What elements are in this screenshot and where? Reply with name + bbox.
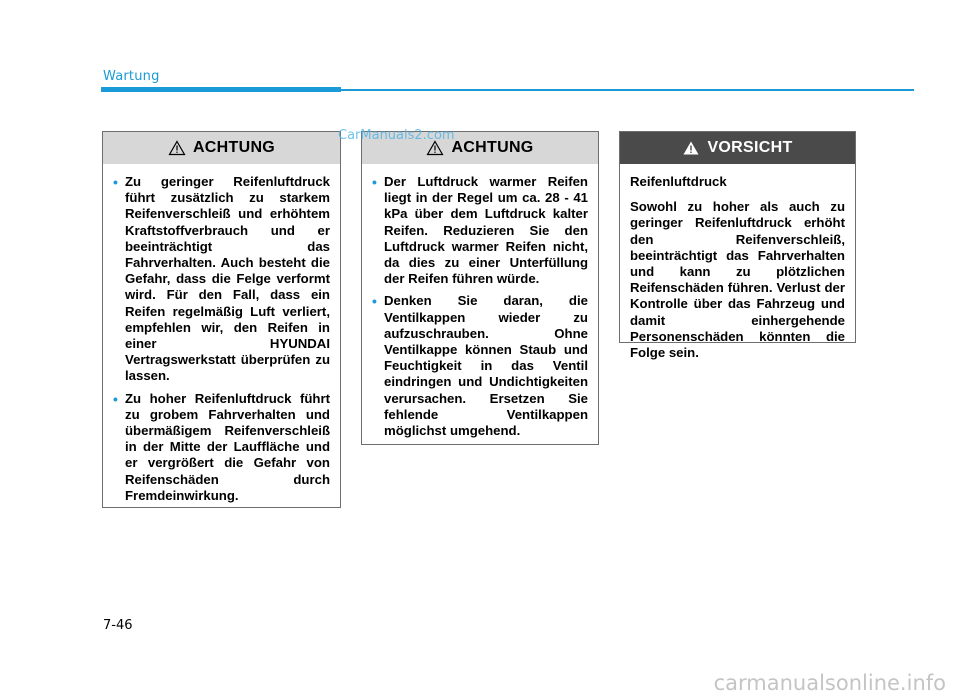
caution-box-2-heading: ACHTUNG bbox=[451, 139, 534, 156]
warning-box-heading: VORSICHT bbox=[707, 139, 793, 156]
footer-url: carmanualsonline.info bbox=[713, 671, 946, 695]
header-rule-thick bbox=[101, 87, 341, 92]
warning-triangle-icon bbox=[168, 140, 186, 156]
caution-box-1-header bbox=[103, 132, 340, 164]
warning-box bbox=[619, 131, 856, 361]
warning-box-title: Reifenluftdruck bbox=[630, 174, 727, 189]
caution-box-1 bbox=[102, 131, 341, 508]
section-label: Wartung bbox=[103, 69, 160, 84]
page-number: 7-46 bbox=[103, 618, 133, 633]
header-rule-thin bbox=[341, 89, 914, 91]
warning-box-body bbox=[620, 164, 855, 369]
watermark: CarManuals2.com bbox=[338, 128, 455, 143]
caution-box-2-body bbox=[362, 164, 598, 453]
list-item: • Zu hoher Reifenluftdruck führt zu grobem Fahrverhalten und übermäßigem Reifenverschleiß in der Mitte der Lauffläche und er vergrößert die Gefahr von Reifenschäden durch Fremdeinwirkung. bbox=[113, 391, 330, 504]
warning-box-header bbox=[620, 132, 855, 164]
list-item: • Denken Sie daran, die Ventilkappen wieder zu aufzuschrauben. Ohne Ventilkappe können Staub und Feuchtigkeit in das Ventil eindringen und Undichtigkeiten verursachen. Ersetzen Sie fehlende Ventilkappen möglichst umgehend. bbox=[372, 293, 588, 439]
list-item: • Zu geringer Reifenluftdruck führt zusätzlich zu starkem Reifenverschleiß und erhöhtem Kraftstoffverbrauch und er beeinträchtigt das Fahrverhalten. Auch besteht die Gefahr, dass die Felge verformt wird. Für den Fall, dass ein Reifen regelmäßig Luft verliert, empfehlen wir, den Reifen in einer HYUNDAI Vertragswerkstatt überprüfen zu lassen. bbox=[113, 174, 330, 385]
hazard-triangle-icon bbox=[682, 140, 700, 156]
list-item: • Der Luftdruck warmer Reifen liegt in der Regel um ca. 28 - 41 kPa über dem Luftdruck kalter Reifen. Reduzieren Sie den Luftdruck warmer Reifen nicht, da dies zu einer Unterfüllung der Reifen führen würde. bbox=[372, 174, 588, 287]
caution-box-1-body bbox=[103, 164, 340, 518]
caution-box-1-list bbox=[113, 174, 330, 504]
caution-box-2 bbox=[361, 131, 599, 445]
caution-box-1-heading: ACHTUNG bbox=[192, 139, 276, 156]
warning-box-text: Sowohl zu hoher als auch zu geringer Reifenluftdruck erhöht den Reifenverschleiß, beeinträchtigt das Fahrverhalten und kann zu plötzlichen Reifenschäden führen. Verlust der Kontrolle über das Fahrzeug und damit einhergehende Personenschäden könnten die Folge sein. bbox=[630, 199, 845, 361]
caution-box-2-list bbox=[372, 174, 588, 439]
